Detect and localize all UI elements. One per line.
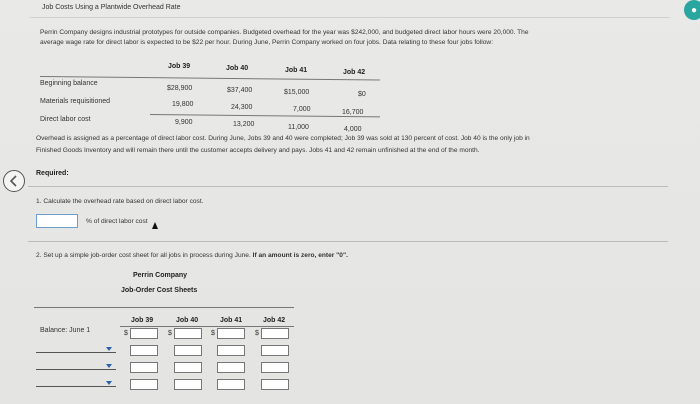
row-2-job39-input[interactable] xyxy=(130,362,158,373)
table-cell: 11,000 xyxy=(288,124,309,131)
jobs-header-42: Job 42 xyxy=(343,69,366,76)
currency-symbol: $ xyxy=(168,330,172,337)
row-label: Materials requisitioned xyxy=(40,98,111,105)
intro-line-1: Perrin Company designs industrial prototypes for outside companies. Budgeted overhead for the year was $242,000, and budgeted direct labor hours were 20,000. The xyxy=(40,29,529,36)
row-2-job42-input[interactable] xyxy=(261,362,289,373)
q1-prompt: 1. Calculate the overhead rate based on direct labor cost. xyxy=(36,198,204,205)
balance-job39-input[interactable] xyxy=(130,328,158,339)
row-label: Beginning balance xyxy=(40,80,98,87)
row-2-job40-input[interactable] xyxy=(174,362,202,373)
help-icon: ● xyxy=(690,4,698,16)
row-1-select[interactable] xyxy=(36,352,116,353)
table-cell: $37,400 xyxy=(227,87,253,94)
overhead-rate-input[interactable] xyxy=(36,214,78,228)
table-cell: 7,000 xyxy=(293,106,311,113)
intro-line-2: average wage rate for direct labor is expected to be $22 per hour. During June, Perrin Company worked on four jobs. Data relating to these four jobs follow: xyxy=(40,39,494,46)
currency-symbol: $ xyxy=(255,330,259,337)
q2-prompt xyxy=(36,252,348,259)
balance-job41-input[interactable] xyxy=(217,328,245,339)
balance-june-1-label: Balance: June 1 xyxy=(40,327,91,334)
currency-symbol: $ xyxy=(124,330,128,337)
help-button[interactable] xyxy=(684,0,700,20)
currency-symbol: $ xyxy=(211,330,215,337)
sheet-header-40: Job 40 xyxy=(176,317,199,324)
row-2-job41-input[interactable] xyxy=(217,362,245,373)
table-cell: 9,900 xyxy=(175,119,193,126)
jobs-header-39: Job 39 xyxy=(168,63,191,70)
table-cell: $15,000 xyxy=(284,89,310,96)
section-divider-2 xyxy=(28,241,668,242)
table-cell: 4,000 xyxy=(344,126,362,133)
back-button[interactable] xyxy=(3,170,25,192)
balance-job40-input[interactable] xyxy=(174,328,202,339)
q2-prompt-bold: If an amount is zero, enter "0". xyxy=(252,252,348,259)
table-cell: 13,200 xyxy=(233,121,255,128)
row-1-job42-input[interactable] xyxy=(261,345,289,356)
mouse-cursor-icon xyxy=(152,222,158,229)
row-1-job40-input[interactable] xyxy=(174,345,202,356)
jobs-header-40: Job 40 xyxy=(226,65,249,72)
table-cell: 19,800 xyxy=(172,101,194,108)
table-cell: 24,300 xyxy=(231,104,253,111)
row-3-select[interactable] xyxy=(36,386,116,387)
chevron-down-icon[interactable] xyxy=(106,364,112,368)
chevron-left-icon xyxy=(9,175,19,187)
overhead-note-line-1: Overhead is assigned as a percentage of direct labor cost. During June, Jobs 39 and 40 were completed; Job 39 was sold at 130 percent of cost. Job 40 is the only job in xyxy=(36,135,530,142)
row-3-job42-input[interactable] xyxy=(261,379,289,390)
q2-prompt-text: 2. Set up a simple job-order cost sheet for all jobs in process during June. xyxy=(36,252,251,259)
row-label: Direct labor cost xyxy=(40,116,91,123)
page-title: Job Costs Using a Plantwide Overhead Rate xyxy=(42,4,181,11)
sheet-header-41: Job 41 xyxy=(220,317,243,324)
sheet-title: Job-Order Cost Sheets xyxy=(121,287,198,294)
required-label: Required: xyxy=(36,170,69,177)
table-cell: 16,700 xyxy=(342,109,364,116)
row-3-job41-input[interactable] xyxy=(217,379,245,390)
sheet-header-39: Job 39 xyxy=(131,317,154,324)
chevron-down-icon[interactable] xyxy=(106,381,112,385)
chevron-down-icon[interactable] xyxy=(106,347,112,351)
jobs-header-41: Job 41 xyxy=(285,67,308,74)
row-1-job39-input[interactable] xyxy=(130,345,158,356)
row-1-job41-input[interactable] xyxy=(217,345,245,356)
company-name: Perrin Company xyxy=(133,272,188,279)
row-2-select[interactable] xyxy=(36,369,116,370)
q1-suffix: % of direct labor cost xyxy=(86,218,148,225)
overhead-note-line-2: Finished Goods Inventory and will remain there until the customer accepts delivery and pays. Jobs 41 and 42 remain unfinished at the end of the month. xyxy=(36,147,480,154)
row-3-job39-input[interactable] xyxy=(130,379,158,390)
sheet-header-42: Job 42 xyxy=(263,317,286,324)
balance-job42-input[interactable] xyxy=(261,328,289,339)
section-divider xyxy=(28,186,668,187)
sheet-header-rule xyxy=(120,326,294,327)
sheet-top-rule xyxy=(34,307,294,308)
table-cell: $0 xyxy=(358,91,366,98)
table-cell: $28,900 xyxy=(167,85,193,92)
row-3-job40-input[interactable] xyxy=(174,379,202,390)
